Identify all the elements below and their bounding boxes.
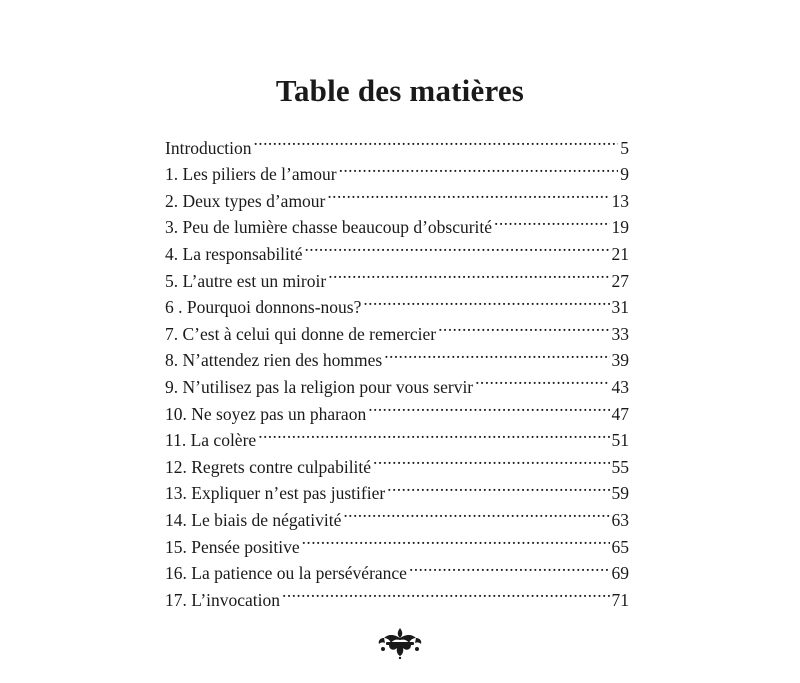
dot-leader xyxy=(327,180,609,207)
toc-entry-title: 5. L’autre est un miroir xyxy=(165,270,327,291)
toc-entry-title: 7. C’est à celui qui donne de remercier xyxy=(165,323,437,344)
dot-leader xyxy=(343,499,609,526)
toc-entry-title: 8. N’attendez rien des hommes xyxy=(165,350,383,371)
toc-entry-page-number: 63 xyxy=(611,509,629,530)
toc-entry-page-number: 9 xyxy=(620,164,629,185)
toc-entry-page-number: 5 xyxy=(620,137,629,158)
toc-entry-page-number: 13 xyxy=(611,190,629,211)
toc-entry-page-number: 51 xyxy=(611,430,629,451)
dot-leader xyxy=(373,446,609,473)
toc-entry-title: 6 . Pourquoi donnons-nous? xyxy=(165,297,362,318)
dot-leader xyxy=(258,420,609,447)
dot-leader xyxy=(384,340,609,367)
toc-entry-title: 10. Ne soyez pas un pharaon xyxy=(165,403,367,424)
fleuron-ornament-icon xyxy=(377,625,423,659)
toc-entry xyxy=(165,127,629,158)
toc-entry-page-number: 65 xyxy=(611,536,629,557)
toc-entry-page-number: 69 xyxy=(611,563,629,584)
dot-leader xyxy=(475,366,609,393)
dot-leader xyxy=(328,260,609,287)
toc-entry-title: 1. Les piliers de l’amour xyxy=(165,164,337,185)
toc-entry-page-number: 47 xyxy=(611,403,629,424)
toc-entry-page-number: 55 xyxy=(611,456,629,477)
toc-entry-page-number: 27 xyxy=(611,270,629,291)
toc-entry-title: 9. N’utilisez pas la religion pour vous servir xyxy=(165,376,474,397)
toc-entry-page-number: 19 xyxy=(611,217,629,238)
dot-leader xyxy=(305,233,610,260)
toc-entry-title: 3. Peu de lumière chasse beaucoup d’obscurité xyxy=(165,217,493,238)
toc-entry-title: 12. Regrets contre culpabilité xyxy=(165,456,372,477)
dot-leader xyxy=(282,579,609,606)
toc-entry-title: 4. La responsabilité xyxy=(165,243,303,264)
dot-leader xyxy=(438,313,609,340)
toc-entry-page-number: 39 xyxy=(611,350,629,371)
toc-entry-page-number: 59 xyxy=(611,483,629,504)
toc-entry-title: Introduction xyxy=(165,137,252,158)
toc-entry-title: 17. L’invocation xyxy=(165,589,281,610)
table-of-contents xyxy=(165,127,629,610)
page-title: Table des matières xyxy=(275,72,525,108)
toc-entry-page-number: 71 xyxy=(611,589,629,610)
dot-leader xyxy=(363,287,609,314)
dot-leader xyxy=(409,553,610,580)
toc-entry-page-number: 33 xyxy=(611,323,629,344)
toc-entry-title: 13. Expliquer n’est pas justifier xyxy=(165,483,386,504)
toc-entry-title: 16. La patience ou la persévérance xyxy=(165,563,407,584)
toc-entry-title: 11. La colère xyxy=(165,430,257,451)
toc-entry-page-number: 31 xyxy=(611,297,629,318)
dot-leader xyxy=(368,393,609,420)
toc-entry-title: 2. Deux types d’amour xyxy=(165,190,326,211)
toc-entry-title: 15. Pensée positive xyxy=(165,536,300,557)
toc-entry-page-number: 43 xyxy=(611,376,629,397)
dot-leader xyxy=(494,207,609,234)
dot-leader xyxy=(387,473,609,500)
toc-entry-title: 14. Le biais de négativité xyxy=(165,509,342,530)
dot-leader xyxy=(302,526,610,553)
dot-leader xyxy=(254,127,619,154)
dot-leader xyxy=(339,154,619,181)
toc-entry-page-number: 21 xyxy=(611,243,629,264)
